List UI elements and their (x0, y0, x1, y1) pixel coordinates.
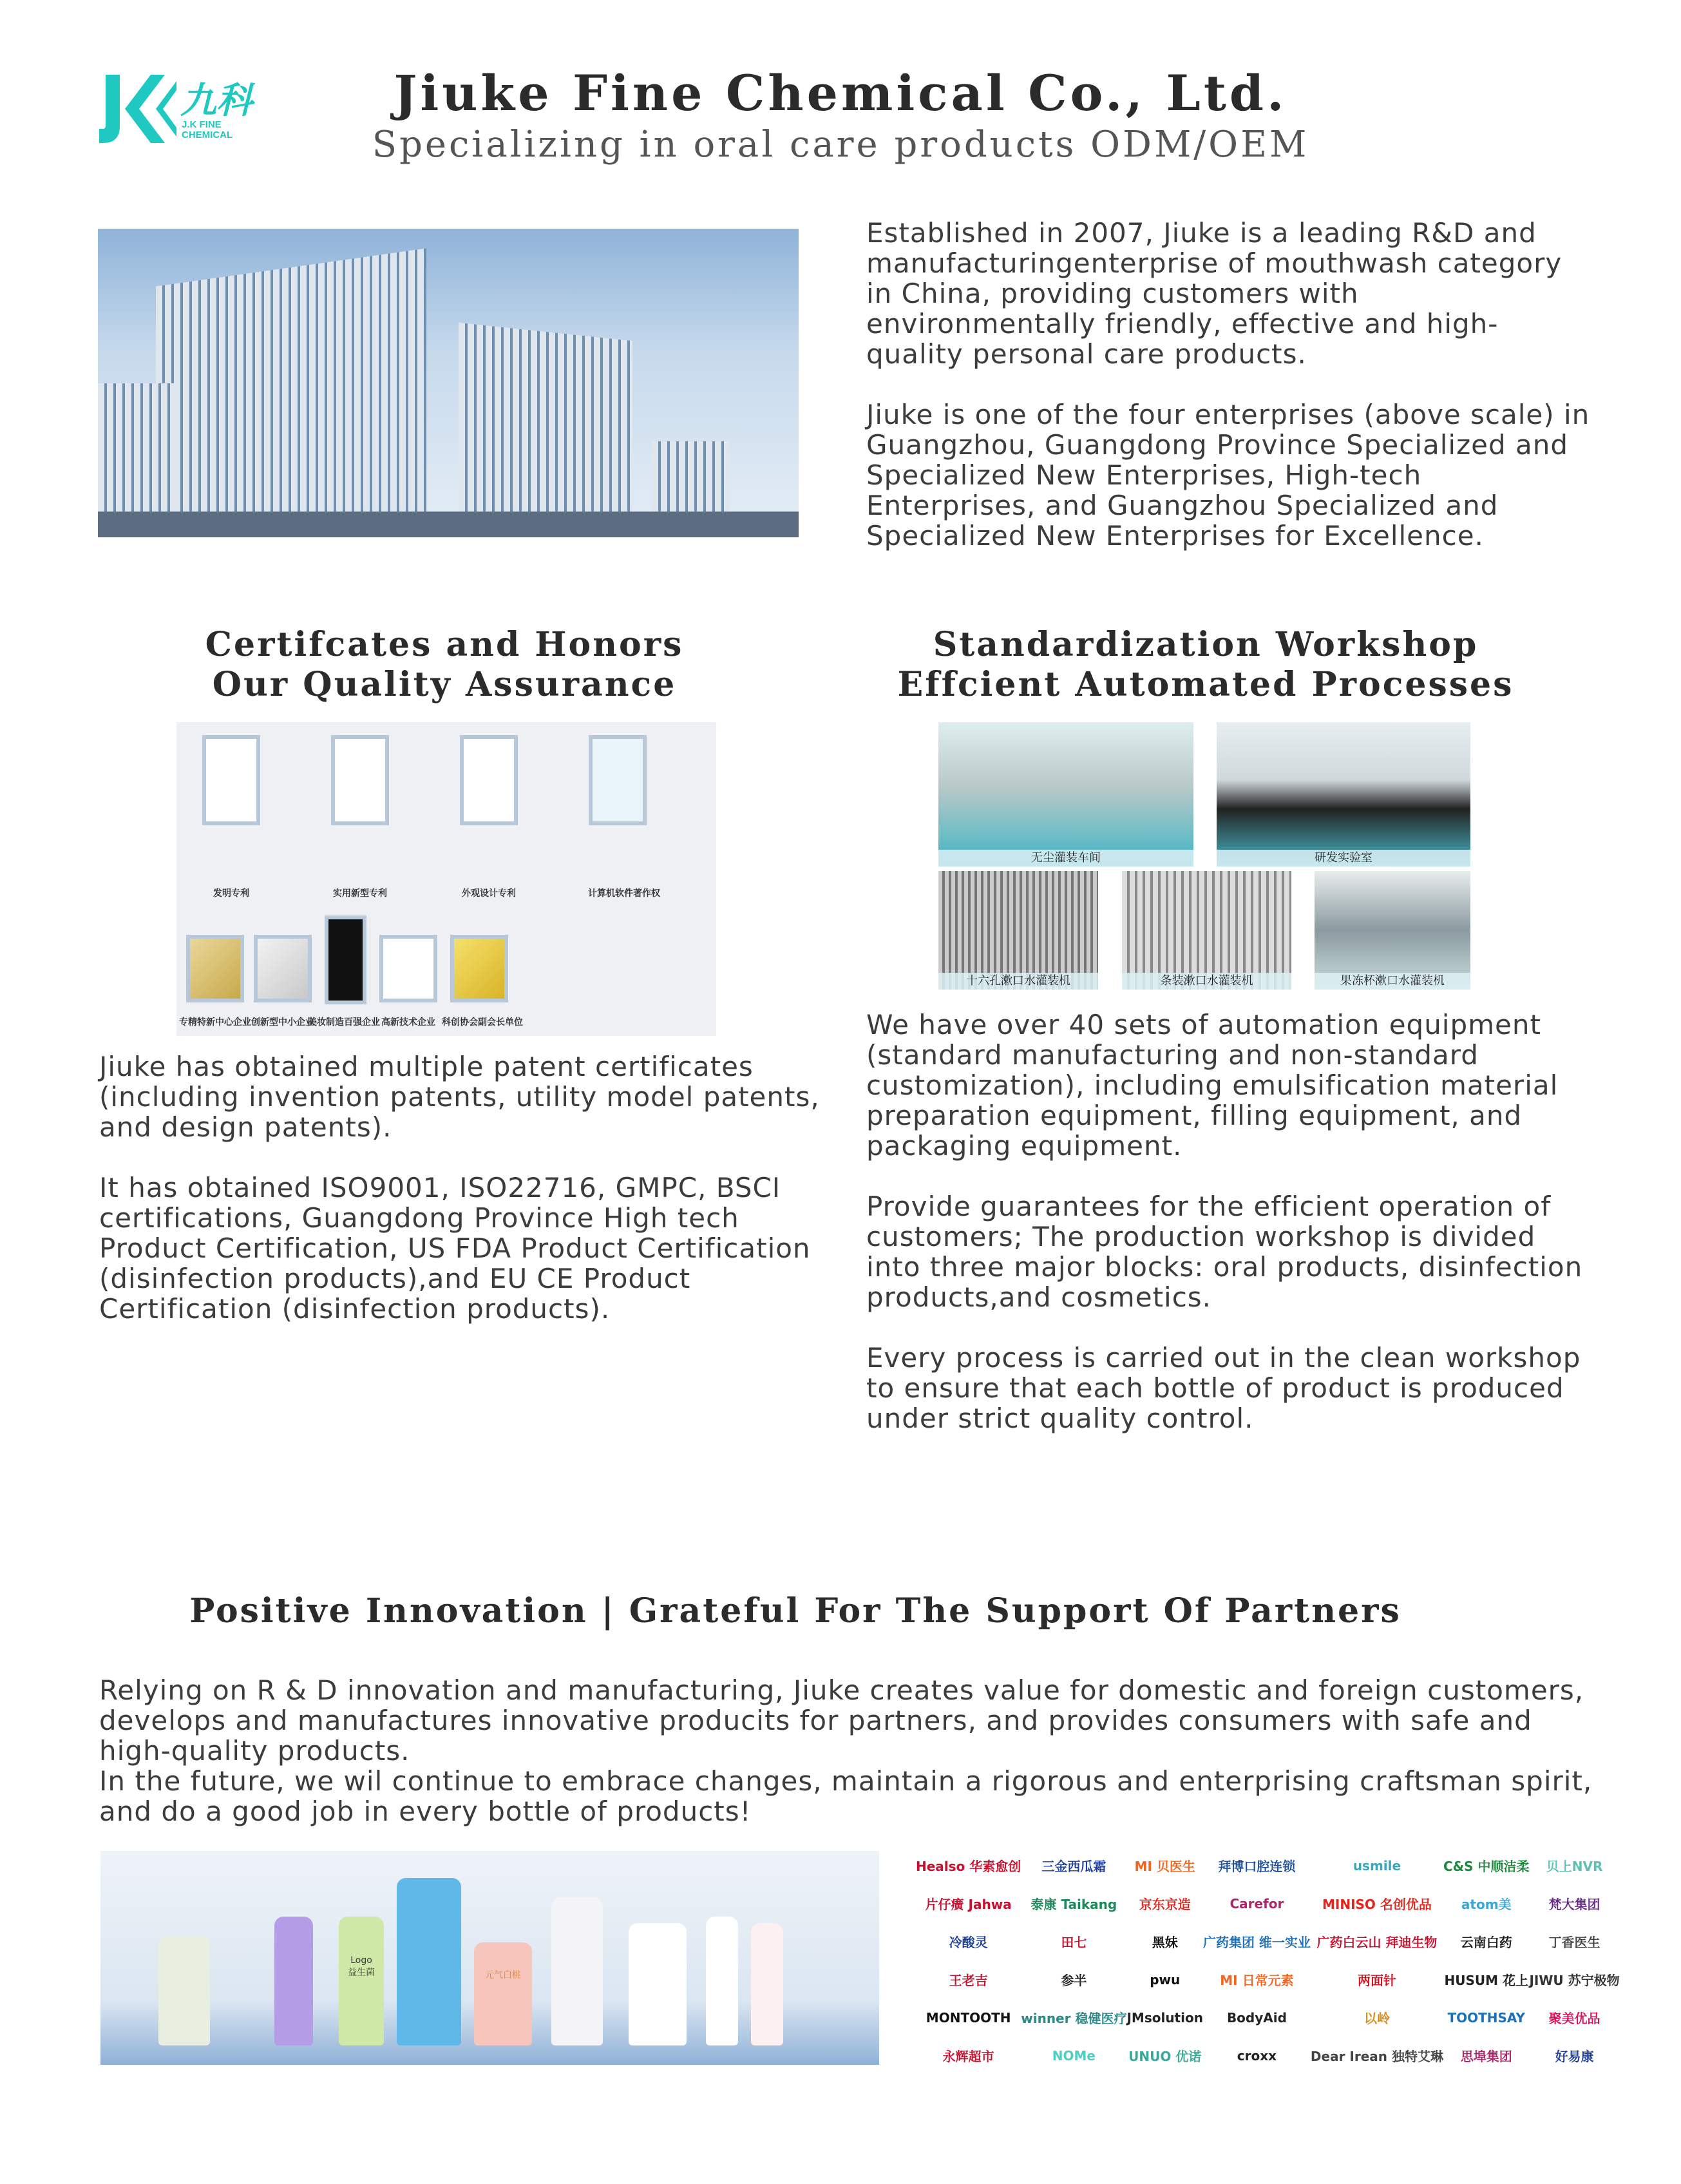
partner-logo: 两面针 (1357, 1973, 1396, 1988)
partner-logo: NOMe (1052, 2047, 1096, 2064)
certificates-text (99, 1051, 833, 1354)
partner-logo: UNUO 优诺 (1128, 2049, 1202, 2064)
partner-logo: 以岭 (1363, 2011, 1390, 2026)
workshop-paragraph: We have over 40 sets of automation equipment (standard manufacturing and non-standard customization), including emulsification material preparation equipment, filling equipment, and packaging equipment. (866, 1009, 1559, 1162)
partner-logo: C&S 中顺洁柔 (1443, 1859, 1530, 1874)
partner-logo: 片仔癀 Jahwa (925, 1897, 1012, 1912)
partner-logo: 聚美优品 (1548, 2011, 1600, 2026)
partner-logo: 冷酸灵 (949, 1935, 988, 1950)
certificate-label: 外观设计专利 (462, 888, 516, 899)
partner-logo: 贝上NVR (1546, 1859, 1603, 1874)
workshop-heading (851, 625, 1560, 705)
logo-chinese-text: 九科 (180, 79, 252, 122)
partner-logo: 丁香医生 (1548, 1935, 1600, 1950)
certificates-image (176, 722, 716, 1036)
partner-logo: winner 稳健医疗 (1021, 2011, 1127, 2026)
plaque (186, 935, 244, 1002)
partner-logo: atom美 (1461, 1897, 1512, 1912)
logo-en-line2: CHEMICAL (182, 129, 233, 140)
partner-logo: 参半 (1061, 1973, 1087, 1988)
partner-logo: 泰康 Taikang (1030, 1897, 1117, 1912)
partner-logo: MI 贝医生 (1134, 1859, 1195, 1874)
certificate-label: 创新型中小企业 (251, 1017, 314, 1028)
partner-logo: BodyAid (1226, 2009, 1287, 2026)
partners-text (99, 1675, 1593, 1826)
partner-logo: 王老吉 (949, 1973, 988, 1988)
machine-photo (1315, 871, 1470, 990)
certificate-label: 实用新型专利 (333, 888, 387, 899)
product-tube (751, 1923, 783, 2045)
workshop-title: Standardization Workshop (933, 625, 1479, 664)
certificate-label: 科创协会副会长单位 (442, 1017, 523, 1028)
partner-logo: 好易康 (1555, 2049, 1594, 2064)
certificate (460, 735, 518, 825)
partner-logo: MI 日常元素 (1220, 1973, 1294, 1988)
workshop-paragraph: Provide guarantees for the efficient operation of customers; The production workshop is divided into three major blocks: oral products, disinfection products,and cosmetics. (866, 1191, 1583, 1313)
certificates-paragraph: Jiuke has obtained multiple patent certificates (including invention patents, utility model patents, and design patents). (99, 1051, 820, 1143)
certificates-subtitle: Our Quality Assurance (212, 665, 677, 704)
partner-logo: 三金西瓜霜 (1041, 1859, 1106, 1874)
certificate (331, 735, 389, 825)
partner-logo: 永辉超市 (942, 2049, 994, 2064)
certificates-paragraph: It has obtained ISO9001, ISO22716, GMPC, BSCI certifications, Guangdong Province High tech Product Certification, US FDA Product Certification (disinfection products),and EU CE Product Certification (disinfection products). (99, 1172, 811, 1325)
partner-logo: MONTOOTH (926, 2009, 1011, 2026)
partner-logo: 广药集团 维一实业 (1202, 1935, 1311, 1950)
lab-photo (1217, 722, 1470, 867)
workshop-photo (938, 722, 1193, 867)
intro-paragraph: Established in 2007, Jiuke is a leading R&D and manufacturingenterprise of mouthwash category in China, providing customers with environmentally friendly, effective and high-quality personal care products. (866, 217, 1562, 370)
certificates-heading (155, 625, 734, 705)
workshop-photo-caption: 果冻杯漱口水灌装机 (1315, 973, 1470, 990)
certificate-label: 专精特新中心企业 (179, 1017, 251, 1028)
partners-paragraph: In the future, we wil continue to embrace changes, maintain a rigorous and enterprising craftsman spirit, and do a good job in every bottle of products! (99, 1765, 1593, 1827)
partner-logo: JMsolution (1126, 2009, 1203, 2026)
partner-logo: 田七 (1061, 1935, 1087, 1950)
product-bottle (629, 1923, 687, 2045)
product-bottle (551, 1897, 603, 2045)
partner-logo: 思埠集团 (1460, 2049, 1512, 2064)
partner-logo: Healso 华素愈创 (916, 1859, 1021, 1874)
logo-en-line1: J.K FINE (182, 119, 222, 130)
plaque (325, 915, 366, 1004)
product-bottle (397, 1878, 461, 2045)
intro-text (866, 218, 1594, 581)
partner-logo: 拜博口腔连锁 (1218, 1859, 1296, 1874)
partner-logo: MINISO 名创优品 (1322, 1897, 1432, 1912)
partner-logo: pwu (1150, 1971, 1181, 1988)
page-subtitle: Specializing in oral care products ODM/OEM (372, 124, 1309, 166)
product-bottle (274, 1917, 313, 2045)
certificate-label: 计算机软件著作权 (588, 888, 660, 899)
product-tube (706, 1917, 738, 2045)
workshop-text (866, 1010, 1594, 1464)
partner-logo: Dear Irean 独特艾琳 (1310, 2049, 1443, 2064)
product-box (158, 1936, 210, 2045)
product-label: Logo (350, 1955, 372, 1966)
partner-logo: TOOTHSAY (1447, 2009, 1525, 2026)
workshop-paragraph: Every process is carried out in the clean workshop to ensure that each bottle of product is produced under strict quality control. (866, 1342, 1581, 1434)
certificate (202, 735, 260, 825)
plaque (379, 935, 437, 1002)
page-title: Jiuke Fine Chemical Co., Ltd. (394, 64, 1287, 122)
products-photo (100, 1851, 879, 2065)
partners-paragraph: Relying on R & D innovation and manufacturing, Jiuke creates value for domestic and foreign customers, develops and manufactures innovative producits for partners, and provides consumers with safe and high-quality products. (99, 1674, 1584, 1767)
machine-photo (1122, 871, 1291, 990)
partners-heading: Positive Innovation | Grateful For The Support Of Partners (189, 1591, 1401, 1631)
plaque (450, 935, 508, 1002)
certificate (589, 735, 647, 825)
certificate-label: 高新技术企业 (381, 1017, 435, 1028)
workshop-photo-caption: 条装漱口水灌装机 (1122, 973, 1291, 990)
partner-logo: 京东京造 (1139, 1897, 1191, 1912)
product-label: 益生菌 (348, 1968, 375, 1978)
machine-photo (938, 871, 1098, 990)
intro-paragraph: Jiuke is one of the four enterprises (above scale) in Guangzhou, Guangdong Province Specialized and Specialized New Enterprises, High-tech Enterprises, and Guangzhou Specialized and Specialized New Enterprises for Excellence. (866, 399, 1590, 551)
partner-logo: 广药白云山 拜迪生物 (1316, 1935, 1438, 1950)
partner-logo: Carefor (1230, 1895, 1284, 1911)
workshop-photo-caption: 研发实验室 (1217, 850, 1470, 867)
factory-building-photo (98, 229, 799, 537)
certificate-label: 美妆制造百强企业 (308, 1017, 380, 1028)
workshop-subtitle: Effcient Automated Processes (897, 665, 1514, 704)
workshop-photo-caption: 十六孔漱口水灌装机 (938, 973, 1098, 990)
workshop-photo-caption: 无尘灌装车间 (938, 850, 1193, 867)
certificates-title: Certifcates and Honors (205, 625, 684, 664)
certificate-label: 发明专利 (213, 888, 249, 899)
partner-logos-grid (916, 1846, 1620, 2074)
partner-logo: HUSUM 花上 (1444, 1973, 1528, 1988)
partner-logo: JIWU 苏宁极物 (1529, 1973, 1620, 1988)
product-bottle (339, 1917, 384, 2045)
partner-logo: croxx (1237, 2047, 1277, 2064)
partner-logo: 黑妹 (1152, 1935, 1178, 1950)
product-bottle (474, 1942, 532, 2045)
partner-logo: 云南白药 (1460, 1935, 1512, 1950)
partner-logo: usmile (1353, 1857, 1401, 1873)
product-label: 元气白桃 (485, 1970, 521, 1980)
plaque (254, 935, 312, 1002)
partner-logo: 梵大集团 (1548, 1897, 1600, 1912)
